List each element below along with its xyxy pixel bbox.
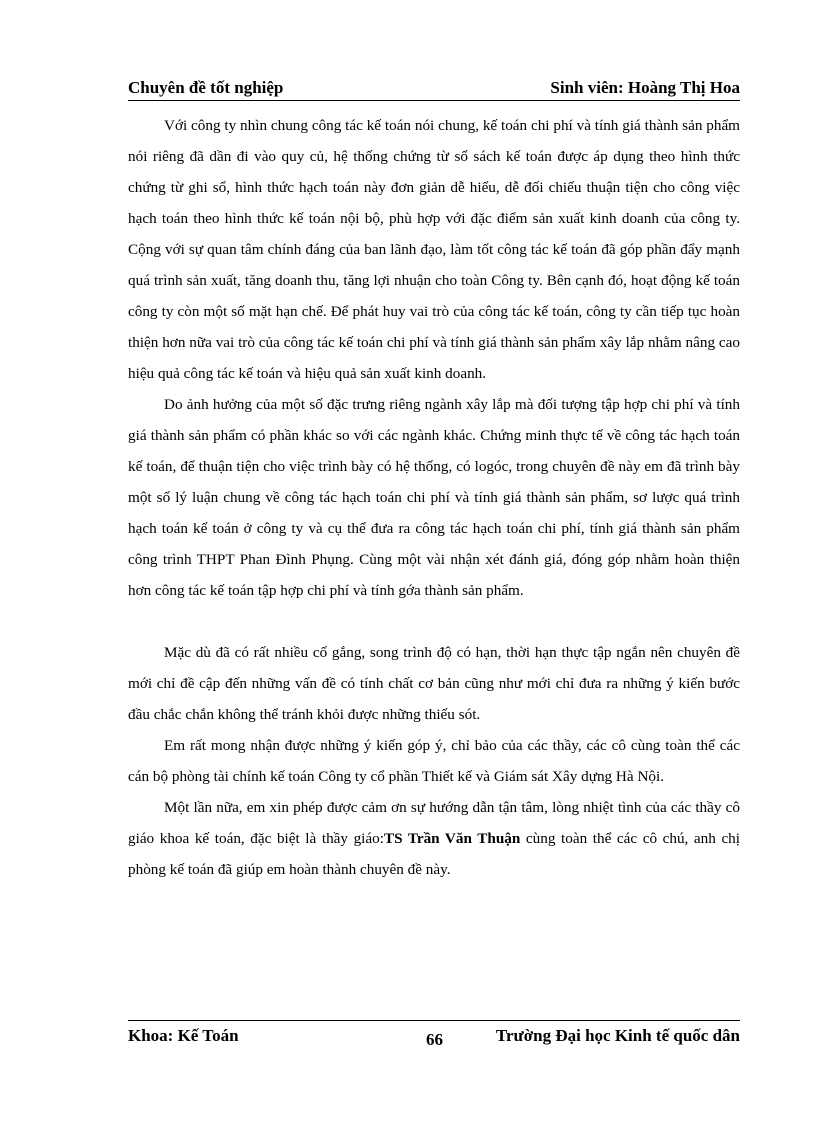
paragraph-5-end: cùng toàn thể các cô chú, anh chị phòng kế toán đã giúp em hoàn thành chuyên đề này. [128,830,740,878]
paragraph-3: Mặc dù đã có rất nhiều cố gắng, song trình độ có hạn, thời hạn thực tập ngắn nên chuyên đề mới chỉ đề cập đến những vấn đề có tính chất cơ bản cũng như mới chỉ đưa ra những ý kiến bước đầu chắc chắn không thể tránh khỏi được những thiếu sót. [128,644,740,723]
footer-divider [128,1020,740,1021]
header-divider [128,100,740,101]
advisor-name: TS Trần Văn Thuận [383,830,521,847]
footer-faculty: Khoa: Kế Toán [128,1026,239,1045]
header-student: Sinh viên: Hoàng Thị Hoa [550,78,740,97]
page-header [128,78,740,100]
paragraph-2: Do ảnh hưởng của một số đặc trưng riêng ngành xây lắp mà đối tượng tập hợp chi phí và tính giá thành sản phẩm có phần khác so với các ngành khác. Chứng minh thực tế về công tác hạch toán kế toán, để thuận tiện cho việc trình bày có hệ thống, có logóc, trong chuyên đề này em đã trình bày một số lý luận chung về công tác hạch toán chi phí và tính giá thành sản phẩm, sơ lược quá trình hạch toán kế toán ở công ty và cụ thể đưa ra công tác hạch toán chi phí, tính giá thành sản phẩm công trình THPT Phan Đình Phụng. Cùng một vài nhận xét đánh giá, đóng góp nhằm hoàn thiện hơn công tác kế toán tập hợp chi phí và tính gớa thành sản phẩm. [128,396,740,599]
page-footer [128,1024,740,1050]
document-body [128,110,740,885]
paragraph-5-text: Một lần nữa, em xin phép được cảm ơn sự hướng dẫn tận tâm, lòng nhiệt tình của các thầy cô giáo khoa kế toán, đặc biệt là thầy giáo: [128,799,740,847]
header-title: Chuyên đề tốt nghiệp [128,78,284,97]
footer-university: Trường Đại học Kinh tế quốc dân [495,1026,740,1045]
paragraph-4: Em rất mong nhận được những ý kiến góp ý, chỉ bảo của các thầy, các cô cùng toàn thể các cán bộ phòng tài chính kế toán Công ty cổ phần Thiết kế và Giám sát Xây dựng Hà Nội. [128,737,740,785]
page-number: 66 [426,1030,443,1049]
paragraph-5 [128,792,740,885]
paragraph-1: Với công ty nhìn chung công tác kế toán nói chung, kế toán chi phí và tính giá thành sản phẩm nói riêng đã dần đi vào quy củ, hệ thống chứng từ sổ sách kế toán được áp dụng theo hình thức chứng từ ghi sổ, hình thức hạch toán này đơn giản dễ hiểu, dễ đối chiếu thuận tiện cho công việc hạch toán theo hình thức kế toán nội bộ, phù hợp với đặc điểm sản xuất kinh doanh của công ty. Cộng với sự quan tâm chính đáng của ban lãnh đạo, làm tốt công tác kế toán đã góp phần đẩy mạnh quá trình sản xuất, tăng doanh thu, tăng lợi nhuận cho toàn Công ty. Bên cạnh đó, hoạt động kế toán công ty còn một số mặt hạn chế. Để phát huy vai trò của công tác kế toán, công ty cần tiếp tục hoàn thiện hơn nữa vai trò của công tác kế toán chi phí và tính giá thành sản phẩm xây lắp nhằm nâng cao hiệu quả công tác kế toán và hiệu quả sản xuất kinh doanh. [128,117,740,382]
